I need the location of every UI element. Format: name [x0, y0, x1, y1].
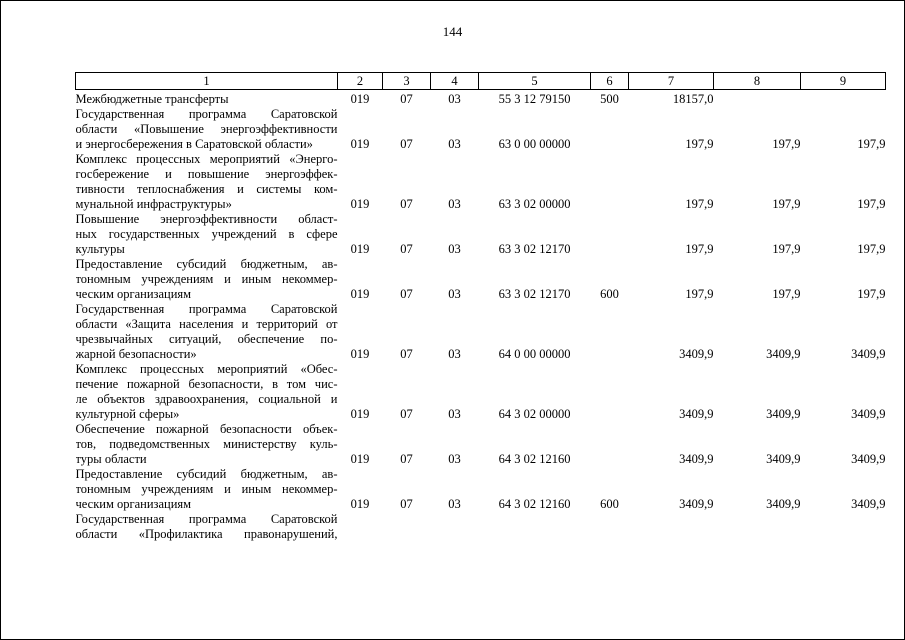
cell-col-7: 3409,9 [679, 347, 714, 361]
cell-col-7: 197,9 [685, 242, 714, 256]
cell-col-8: 197,9 [772, 197, 801, 211]
cell-col-6 [591, 422, 629, 467]
table-row [76, 152, 886, 212]
program-name-line: ле объектов здравоохранения, социальной и [75, 392, 338, 406]
cell-col-8: 197,9 [772, 137, 801, 151]
cell-col-4: 03 [448, 407, 461, 421]
program-name-cell [76, 422, 338, 467]
cell-col-8: 3409,9 [766, 347, 801, 361]
cell-col-2: 019 [350, 497, 370, 511]
cell-col-9: 197,9 [857, 242, 886, 256]
cell-col-6: 500 [600, 92, 619, 106]
column-header-6: 6 [591, 73, 629, 90]
program-name-line: Комплекс процессных мероприятий «Энерго- [75, 152, 338, 166]
cell-col-5: 64 0 00 00000 [498, 347, 571, 361]
program-name-line: и энергосбережения в Саратовской области» [75, 137, 313, 151]
column-header-1: 1 [76, 73, 338, 90]
column-header-9: 9 [801, 73, 886, 90]
cell-col-4: 03 [448, 197, 461, 211]
cell-col-2: 019 [350, 347, 370, 361]
program-name-line: области «Повышение энергоэффективности [75, 122, 338, 136]
program-name-line: культурной сферы» [75, 407, 180, 421]
cell-col-3: 07 [400, 92, 413, 106]
cell-col-9: 197,9 [857, 287, 886, 301]
cell-col-7: 197,9 [685, 197, 714, 211]
cell-col-5: 64 3 02 12160 [498, 497, 571, 511]
cell-col-4: 03 [448, 347, 461, 361]
table-row [76, 90, 886, 108]
cell-col-8: 197,9 [772, 242, 801, 256]
program-name-line: Государственная программа Саратовской [75, 107, 338, 121]
program-name-line: чрезвычайных ситуаций, обеспечение по- [75, 332, 338, 346]
cell-col-3: 07 [400, 137, 413, 151]
cell-col-6 [591, 362, 629, 422]
cell-col-9: 3409,9 [851, 452, 886, 466]
cell-col-2: 019 [350, 242, 370, 256]
cell-col-4: 03 [448, 452, 461, 466]
program-name-cell [76, 212, 338, 257]
cell-col-9 [801, 90, 886, 108]
cell-col-7: 18157,0 [672, 92, 714, 106]
cell-col-8: 3409,9 [766, 452, 801, 466]
cell-col-2: 019 [350, 287, 370, 301]
table-row [76, 467, 886, 512]
program-name-line: культуры [75, 242, 125, 256]
cell-col-2: 019 [350, 197, 370, 211]
cell-col-9: 3409,9 [851, 407, 886, 421]
program-name-cell [76, 362, 338, 422]
program-name-line: Государственная программа Саратовской [75, 512, 338, 526]
program-name-line: Повышение энергоэффективности област- [75, 212, 338, 226]
cell-col-6 [591, 302, 629, 362]
cell-col-6: 600 [600, 497, 619, 511]
cell-col-7: 197,9 [685, 287, 714, 301]
cell-col-6 [591, 107, 629, 152]
program-name-cell [76, 302, 338, 362]
budget-table [75, 72, 886, 542]
table-row [76, 257, 886, 302]
cell-col-6: 600 [600, 287, 619, 301]
program-name-line: жарной безопасности» [75, 347, 197, 361]
cell-col-9: 197,9 [857, 137, 886, 151]
program-name-cell [76, 107, 338, 152]
cell-col-8 [714, 512, 801, 542]
cell-col-6 [591, 152, 629, 212]
cell-col-5: 63 0 00 00000 [498, 137, 571, 151]
program-name-line: Государственная программа Саратовской [75, 302, 338, 316]
cell-col-3: 07 [400, 287, 413, 301]
program-name-line: области «Защита населения и территорий от [75, 317, 338, 331]
table-row [76, 512, 886, 542]
column-header-5: 5 [479, 73, 591, 90]
cell-col-8: 197,9 [772, 287, 801, 301]
column-header-4: 4 [431, 73, 479, 90]
cell-col-7: 3409,9 [679, 452, 714, 466]
cell-col-4 [431, 512, 479, 542]
cell-col-3: 07 [400, 452, 413, 466]
program-name-line: печение пожарной безопасности, в том чис- [75, 377, 338, 391]
program-name-cell [76, 90, 338, 108]
program-name-line: Предоставление субсидий бюджетным, ав- [75, 467, 338, 481]
program-name-line: тов, подведомственных министерству куль- [75, 437, 338, 451]
cell-col-4: 03 [448, 242, 461, 256]
cell-col-2: 019 [350, 137, 370, 151]
program-name-line: области «Профилактика правонарушений, [75, 527, 338, 541]
table-row [76, 302, 886, 362]
cell-col-9: 197,9 [857, 197, 886, 211]
cell-col-4: 03 [448, 287, 461, 301]
program-name-line: Предоставление субсидий бюджетным, ав- [75, 257, 338, 271]
cell-col-5: 64 3 02 00000 [498, 407, 571, 421]
program-name-line: госбережение и повышение энергоэффек- [75, 167, 338, 181]
cell-col-3: 07 [400, 242, 413, 256]
cell-col-5: 63 3 02 12170 [498, 242, 571, 256]
program-name-cell [76, 467, 338, 512]
program-name-cell [76, 152, 338, 212]
cell-col-9 [801, 512, 886, 542]
column-header-2: 2 [338, 73, 383, 90]
cell-col-6 [591, 212, 629, 257]
cell-col-4: 03 [448, 137, 461, 151]
program-name-line: Обеспечение пожарной безопасности объек- [75, 422, 338, 436]
cell-col-9: 3409,9 [851, 497, 886, 511]
column-header-8: 8 [714, 73, 801, 90]
program-name-line: ческим организациям [75, 287, 192, 301]
cell-col-2: 019 [350, 92, 370, 106]
program-name-line: тономным учреждениям и иным некоммер- [75, 482, 338, 496]
program-name-line: Комплекс процессных мероприятий «Обес- [75, 362, 338, 376]
cell-col-3: 07 [400, 497, 413, 511]
program-name-line: туры области [75, 452, 147, 466]
cell-col-3: 07 [400, 347, 413, 361]
page-number: 144 [442, 24, 463, 39]
cell-col-7 [629, 512, 714, 542]
cell-col-6 [591, 512, 629, 542]
table-row [76, 212, 886, 257]
cell-col-8: 3409,9 [766, 407, 801, 421]
cell-col-7: 3409,9 [679, 407, 714, 421]
program-name-line: тономным учреждениям и иным некоммер- [75, 272, 338, 286]
cell-col-8: 3409,9 [766, 497, 801, 511]
cell-col-2: 019 [350, 407, 370, 421]
cell-col-7: 197,9 [685, 137, 714, 151]
cell-col-5: 64 3 02 12160 [498, 452, 571, 466]
cell-col-8 [714, 90, 801, 108]
cell-col-3 [383, 512, 431, 542]
table-row [76, 362, 886, 422]
program-name-line: мунальной инфраструктуры» [75, 197, 232, 211]
table-header-row [76, 73, 886, 90]
cell-col-9: 3409,9 [851, 347, 886, 361]
cell-col-5 [479, 512, 591, 542]
table-row [76, 107, 886, 152]
program-name-cell [76, 257, 338, 302]
cell-col-5: 63 3 02 00000 [498, 197, 571, 211]
cell-col-5: 55 3 12 79150 [498, 92, 571, 106]
cell-col-5: 63 3 02 12170 [498, 287, 571, 301]
cell-col-3: 07 [400, 407, 413, 421]
cell-col-4: 03 [448, 92, 461, 106]
program-name-line: ческим организациям [75, 497, 192, 511]
table-row [76, 422, 886, 467]
column-header-7: 7 [629, 73, 714, 90]
cell-col-3: 07 [400, 197, 413, 211]
cell-col-4: 03 [448, 497, 461, 511]
program-name-line: тивности теплоснабжения и системы ком- [75, 182, 338, 196]
cell-col-7: 3409,9 [679, 497, 714, 511]
program-name-cell [76, 512, 338, 542]
program-name-line: ных государственных учреждений в сфере [75, 227, 338, 241]
cell-col-2: 019 [350, 452, 370, 466]
program-name-line: Межбюджетные трансферты [75, 92, 229, 106]
column-header-3: 3 [383, 73, 431, 90]
cell-col-2 [338, 512, 383, 542]
